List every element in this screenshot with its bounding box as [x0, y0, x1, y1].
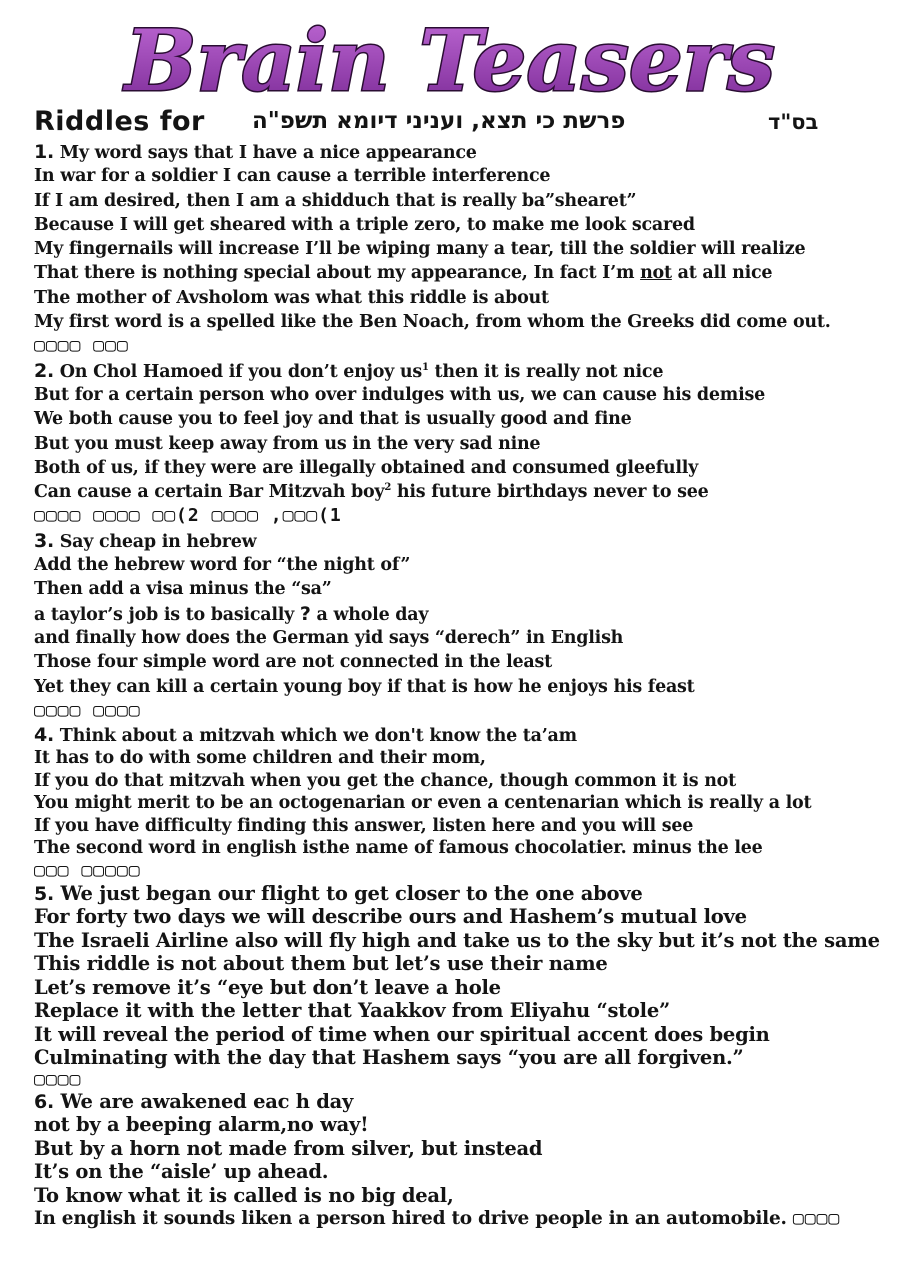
riddle-line: It will reveal the period of time when our spiritual accent does begin: [34, 1022, 770, 1046]
riddle-line: Culminating with the day that Hashem says “you are all forgiven.”: [34, 1046, 744, 1070]
riddle-line: not by a beeping alarm,no way!: [34, 1113, 369, 1137]
riddle-line: That there is nothing special about my appearance, In fact I’m: [34, 263, 641, 284]
riddle-line: But by a horn not made from silver, but instead: [34, 1136, 543, 1160]
riddle-line: The Israeli Airline also will fly high and take us to the sky but it’s not the same: [34, 928, 880, 952]
riddle-line: The second word in english isthe name of famous chocolatier. minus the lee: [34, 838, 763, 859]
riddle-number: 6.: [34, 1090, 54, 1113]
riddle-6: [34, 1090, 884, 1231]
underlined-word: not: [640, 263, 672, 284]
heading-parsha: פרשת כי תצא, ועניני דיומא תשפ"ה: [252, 108, 626, 134]
riddle-number: 5.: [34, 882, 54, 905]
riddle-line: On Chol Hamoed if you don’t enjoy us: [59, 361, 422, 382]
heading-bsd: בס"ד: [768, 110, 819, 134]
riddle-line: Then add a visa minus the “sa”: [34, 579, 332, 600]
riddle-line: To know what it is called is no big deal,: [34, 1183, 454, 1207]
riddle-line: Let’s remove it’s “eye but don’t leave a hole: [34, 975, 501, 999]
answer-placeholder: ▢▢▢▢: [34, 1068, 82, 1090]
answer-placeholder: ▢▢▢▢ ▢▢▢▢: [34, 699, 141, 721]
riddle-line: Yet they can kill a certain young boy if that is how he enjoys his feast: [34, 676, 695, 697]
riddle-line: his future birthdays never to see: [391, 482, 709, 503]
riddle-line: Think about a mitzvah which we don't know the ta’am: [59, 726, 577, 747]
answer-placeholder: ▢▢▢▢: [792, 1208, 841, 1230]
riddle-line: then it is really not nice: [428, 361, 664, 382]
riddle-line: Both of us, if they were are illegally obtained and consumed gleefully: [34, 457, 699, 478]
riddle-line: Replace it with the letter that Yaakkov from Eliyahu “stole”: [34, 999, 670, 1023]
riddle-line: If you have difficulty finding this answer, listen here and you will see: [34, 815, 694, 836]
riddle-line: Those four simple word are not connected in the least: [34, 652, 552, 673]
riddle-line: at all nice: [671, 263, 773, 284]
page-heading: [34, 106, 834, 142]
riddle-line: Add the hebrew word for “the night of”: [34, 555, 411, 576]
answer-placeholder: ▢▢▢▢ ▢▢▢▢ ▢▢(2 ▢▢▢▢ ,▢▢▢(1: [34, 505, 342, 527]
riddles-list: [34, 140, 884, 1231]
riddle-line: This riddle is not about them but let’s use their name: [34, 952, 608, 976]
riddle-5: [34, 882, 884, 1090]
riddle-2: [34, 359, 884, 529]
footnote-mark: 2: [384, 482, 392, 494]
riddle-line: But you must keep away from us in the very sad nine: [34, 433, 541, 454]
question-mark-icon: ?: [299, 602, 311, 625]
riddle-number: 1.: [34, 141, 54, 163]
riddle-line: We both cause you to feel joy and that is usually good and fine: [34, 409, 632, 430]
riddle-line: My fingernails will increase I’ll be wiping many a tear, till the soldier will realize: [34, 239, 806, 260]
answer-placeholder: ▢▢▢▢ ▢▢▢: [34, 335, 129, 357]
riddle-line: It has to do with some children and their mom,: [34, 748, 486, 769]
riddle-line: Because I will get sheared with a triple zero, to make me look scared: [34, 214, 695, 235]
heading-prefix: Riddles for: [34, 106, 205, 137]
riddle-3: [34, 529, 884, 723]
riddle-line: My word says that I have a nice appearance: [59, 143, 477, 163]
answer-placeholder: ▢▢▢ ▢▢▢▢▢: [34, 859, 141, 881]
riddle-line: You might merit to be an octogenarian or even a centenarian which is really a lot: [34, 793, 812, 814]
banner-title: Brain Teasers: [122, 14, 775, 106]
riddle-number: 4.: [34, 724, 54, 747]
riddle-line: The mother of Avsholom was what this riddle is about: [34, 287, 549, 308]
riddle-line: My first word is a spelled like the Ben Noach, from whom the Greeks did come out.: [34, 312, 831, 333]
riddle-line: It’s on the “aisle’ up ahead.: [34, 1160, 329, 1184]
riddle-number: 2.: [34, 359, 54, 382]
riddle-line: a whole day: [310, 604, 429, 625]
riddle-line: If you do that mitzvah when you get the chance, though common it is not: [34, 770, 736, 791]
riddle-number: 3.: [34, 529, 54, 552]
riddle-1: [34, 140, 884, 359]
footnote-mark: 1: [421, 361, 429, 373]
riddle-4: [34, 723, 884, 882]
riddle-line: In english it sounds liken a person hired to drive people in an automobile.: [34, 1208, 793, 1230]
riddle-line: Can cause a certain Bar Mitzvah boy: [34, 482, 385, 503]
riddle-line: For forty two days we will describe ours and Hashem’s mutual love: [34, 905, 747, 929]
riddle-line: Say cheap in hebrew: [59, 531, 257, 552]
brain-teasers-banner: [110, 14, 790, 106]
riddle-line: If I am desired, then I am a shidduch that is really ba”shearet”: [34, 190, 637, 211]
riddle-line: a taylor’s job is to basically: [34, 604, 300, 625]
riddle-line: In war for a soldier I can cause a terrible interference: [34, 166, 551, 187]
riddle-line: But for a certain person who over indulges with us, we can cause his demise: [34, 384, 765, 405]
riddle-line: We just began our flight to get closer to the one above: [60, 881, 643, 905]
riddle-line: and finally how does the German yid says “derech” in English: [34, 627, 624, 648]
riddle-line: We are awakened eac h day: [60, 1089, 354, 1113]
